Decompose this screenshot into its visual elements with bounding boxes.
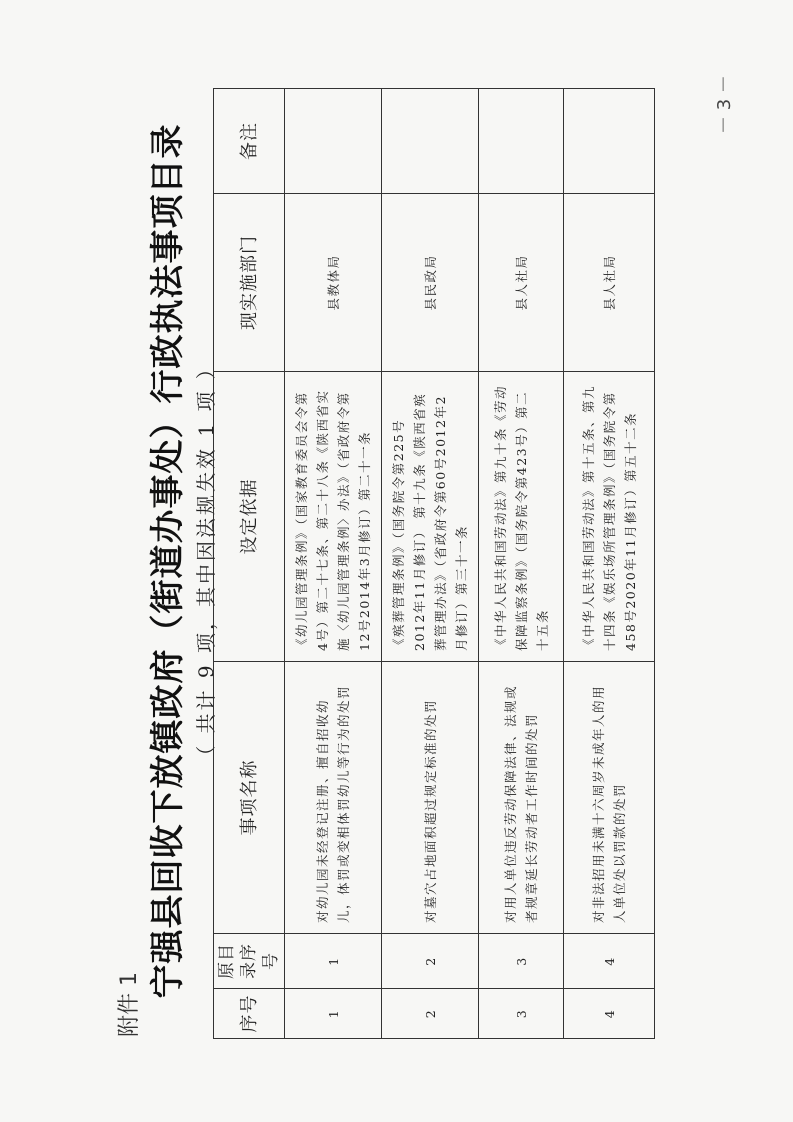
- header-remarks: 备注: [214, 89, 285, 194]
- table-row: [382, 89, 479, 1039]
- header-orig-seq: 原目录序号: [214, 934, 285, 989]
- document-title: 宁强县回收下放镇政府（街道办事处）行政执法事项目录: [148, 123, 188, 999]
- table-row: [479, 89, 564, 1039]
- header-basis: 设定依据: [214, 372, 285, 662]
- cell-basis: 《中华人民共和国劳动法》第十五条、第九十四条《娱乐场所管理条例》（国务院令第458号2020年11月修订）第五十二条: [564, 372, 655, 662]
- cell-orig-seq: 4: [564, 934, 655, 989]
- cell-remarks: [564, 89, 655, 194]
- cell-dept: 县人社局: [479, 194, 564, 372]
- cell-name: 对幼儿园未经登记注册、擅自招收幼儿，体罚或变相体罚幼儿等行为的处罚: [285, 662, 382, 934]
- table-header-row: [214, 89, 285, 1039]
- cell-name: 对用人单位违反劳动保障法律、法规或者规章延长劳动者工作时间的处罚: [479, 662, 564, 934]
- table-row: [564, 89, 655, 1039]
- cell-name: 对非法招用未满十六周岁未成年人的用人单位处以罚款的处罚: [564, 662, 655, 934]
- cell-dept: 县民政局: [382, 194, 479, 372]
- cell-seq: 4: [564, 989, 655, 1039]
- cell-seq: 2: [382, 989, 479, 1039]
- header-seq: 序号: [214, 989, 285, 1039]
- table-row: [285, 89, 382, 1039]
- cell-orig-seq: 1: [285, 934, 382, 989]
- cell-seq: 1: [285, 989, 382, 1039]
- cell-remarks: [382, 89, 479, 194]
- header-dept: 现实施部门: [214, 194, 285, 372]
- attachment-label: 附件 1: [117, 972, 142, 1037]
- page-number: － 3 －: [714, 75, 735, 134]
- cell-orig-seq: 2: [382, 934, 479, 989]
- cell-orig-seq: 3: [479, 934, 564, 989]
- cell-remarks: [285, 89, 382, 194]
- enforcement-items-table: [213, 88, 655, 1039]
- cell-basis: 《中华人民共和国劳动法》第九十条《劳动保障监察条例》（国务院令第423号）第二十五条: [479, 372, 564, 662]
- cell-basis: 《殡葬管理条例》（国务院令第225号2012年11月修订） 第十九条《陕西省殡葬管理办法》（省政府令第60号2012年2月修订）第三十一条: [382, 372, 479, 662]
- cell-basis: 《幼儿园管理条例》（国家教育委员会令第4号）第二十七条、第二十八条《陕西省实施〈幼儿园管理条例〉办法》（省政府令第12号2014年3月修订）第二十一条: [285, 372, 382, 662]
- document-subtitle: （ 共计 9 项，其中因法规失效 1 项 ）: [194, 356, 218, 766]
- header-name: 事项名称: [214, 662, 285, 934]
- cell-name: 对墓穴占地面积超过规定标准的处罚: [382, 662, 479, 934]
- cell-remarks: [479, 89, 564, 194]
- cell-dept: 县教体局: [285, 194, 382, 372]
- cell-dept: 县人社局: [564, 194, 655, 372]
- cell-seq: 3: [479, 989, 564, 1039]
